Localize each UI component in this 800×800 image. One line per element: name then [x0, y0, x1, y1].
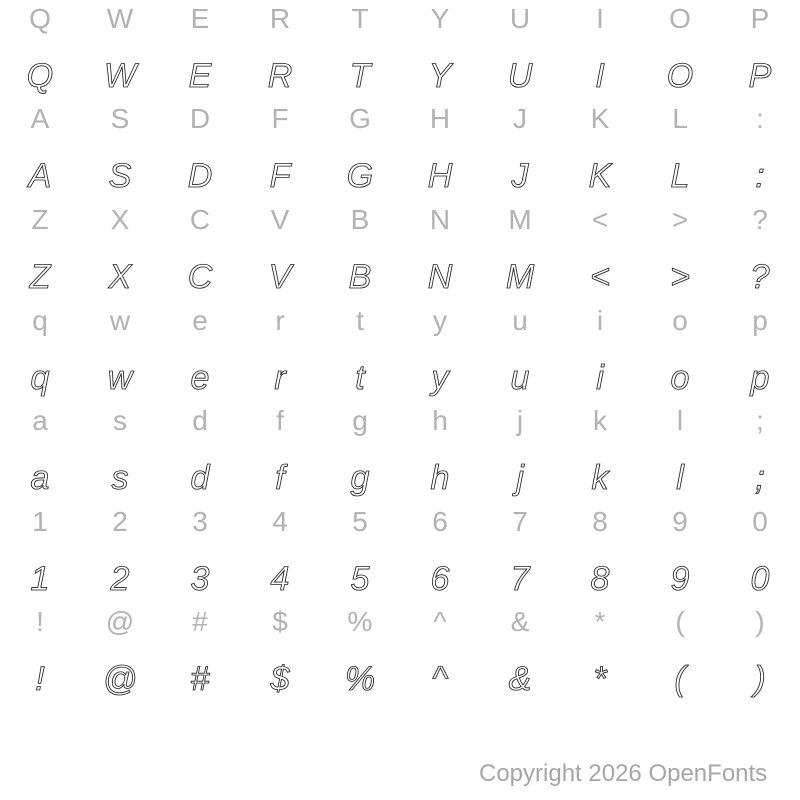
- reference-glyph: 4: [272, 506, 288, 537]
- preview-glyph: ^: [432, 660, 448, 698]
- preview-glyph: P: [748, 57, 772, 95]
- copyright-text: Copyright 2026 OpenFonts: [479, 760, 768, 787]
- preview-glyph: K: [588, 157, 612, 195]
- preview-glyph-row-uppercase-row-3: [0, 260, 800, 294]
- preview-glyph: h: [430, 459, 450, 497]
- reference-glyph: P: [750, 3, 770, 34]
- preview-glyph: *: [593, 660, 607, 698]
- preview-glyph: 9: [670, 560, 690, 598]
- reference-glyph: f: [276, 405, 284, 436]
- reference-glyph: u: [512, 305, 528, 336]
- preview-glyph: E: [188, 57, 212, 95]
- reference-glyph: 8: [592, 506, 608, 537]
- preview-glyph: D: [187, 157, 213, 195]
- reference-glyph: o: [672, 305, 688, 336]
- preview-glyph: i: [596, 359, 604, 397]
- preview-glyph: o: [670, 359, 690, 397]
- reference-glyph: 6: [432, 506, 448, 537]
- reference-glyph: (: [675, 606, 685, 637]
- reference-glyph: @: [105, 606, 135, 637]
- preview-glyph: L: [670, 157, 690, 195]
- reference-glyph: g: [352, 405, 368, 436]
- preview-glyph: >: [670, 258, 690, 296]
- reference-glyph: &: [510, 606, 530, 637]
- reference-glyph-row-symbols-row: [0, 608, 800, 636]
- reference-glyph: I: [596, 3, 604, 34]
- reference-glyph: V: [270, 204, 290, 235]
- reference-glyph: J: [513, 103, 527, 134]
- preview-glyph: Q: [26, 57, 54, 95]
- preview-glyph: k: [591, 459, 609, 497]
- preview-glyph: %: [344, 660, 376, 698]
- reference-glyph: W: [106, 3, 134, 34]
- reference-glyph: L: [672, 103, 688, 134]
- reference-glyph-row-lowercase-row-2: [0, 407, 800, 435]
- reference-glyph: R: [269, 3, 291, 34]
- reference-glyph-row-uppercase-row-3: [0, 206, 800, 234]
- reference-glyph: <: [591, 204, 609, 235]
- preview-glyph: <: [590, 258, 610, 296]
- preview-glyph: e: [190, 359, 210, 397]
- reference-glyph: S: [110, 103, 130, 134]
- reference-glyph: 5: [352, 506, 368, 537]
- reference-glyph: >: [671, 204, 689, 235]
- preview-glyph: d: [190, 459, 210, 497]
- preview-glyph: :: [755, 157, 765, 195]
- preview-glyph: u: [510, 359, 530, 397]
- reference-glyph: Y: [430, 3, 450, 34]
- preview-glyph: C: [187, 258, 213, 296]
- preview-glyph: X: [108, 258, 132, 296]
- reference-glyph-row-digits-row: [0, 508, 800, 536]
- preview-glyph: H: [427, 157, 453, 195]
- reference-glyph: q: [32, 305, 48, 336]
- preview-glyph: A: [28, 157, 52, 195]
- reference-glyph: h: [432, 405, 448, 436]
- preview-glyph: T: [349, 57, 371, 95]
- preview-glyph: j: [516, 459, 524, 497]
- preview-glyph: 2: [110, 560, 130, 598]
- reference-glyph: ;: [756, 405, 764, 436]
- reference-glyph: e: [192, 305, 208, 336]
- reference-glyph: 1: [32, 506, 48, 537]
- preview-glyph: 6: [430, 560, 450, 598]
- reference-glyph-row-lowercase-row-1: [0, 307, 800, 335]
- reference-glyph: #: [192, 606, 208, 637]
- preview-glyph: @: [102, 660, 138, 698]
- reference-glyph: D: [189, 103, 211, 134]
- reference-glyph: H: [429, 103, 451, 134]
- preview-glyph: R: [267, 57, 293, 95]
- preview-glyph: V: [268, 258, 292, 296]
- reference-glyph: Z: [31, 204, 49, 235]
- preview-glyph: 1: [30, 560, 50, 598]
- reference-glyph: 0: [752, 506, 768, 537]
- preview-glyph: l: [676, 459, 684, 497]
- reference-glyph: *: [594, 606, 606, 637]
- reference-glyph: :: [756, 103, 764, 134]
- preview-glyph: M: [505, 258, 535, 296]
- preview-glyph: #: [190, 660, 210, 698]
- preview-glyph: 5: [350, 560, 370, 598]
- reference-glyph: $: [272, 606, 288, 637]
- reference-glyph: F: [271, 103, 289, 134]
- preview-glyph: F: [269, 157, 291, 195]
- reference-glyph: s: [113, 405, 127, 436]
- reference-glyph: w: [109, 305, 131, 336]
- preview-glyph-row-lowercase-row-1: [0, 361, 800, 395]
- preview-glyph-row-symbols-row: [0, 662, 800, 696]
- reference-glyph: Q: [29, 3, 51, 34]
- reference-glyph-row-uppercase-row-2: [0, 105, 800, 133]
- preview-glyph: 0: [750, 560, 770, 598]
- preview-glyph: ?: [750, 258, 770, 296]
- reference-glyph: X: [110, 204, 130, 235]
- preview-glyph: G: [346, 157, 374, 195]
- preview-glyph: ): [754, 660, 766, 698]
- preview-glyph: (: [674, 660, 686, 698]
- reference-glyph: r: [275, 305, 285, 336]
- preview-glyph: J: [511, 157, 529, 195]
- reference-glyph: ): [755, 606, 765, 637]
- preview-glyph: $: [270, 660, 290, 698]
- preview-glyph: !: [35, 660, 45, 698]
- reference-glyph: ?: [752, 204, 768, 235]
- preview-glyph: q: [30, 359, 50, 397]
- reference-glyph: U: [509, 3, 531, 34]
- reference-glyph: G: [349, 103, 371, 134]
- reference-glyph: 7: [512, 506, 528, 537]
- reference-glyph: M: [508, 204, 532, 235]
- preview-glyph: Z: [29, 258, 51, 296]
- preview-glyph: I: [595, 57, 605, 95]
- preview-glyph: g: [350, 459, 370, 497]
- reference-glyph: C: [189, 204, 211, 235]
- reference-glyph: K: [590, 103, 610, 134]
- reference-glyph: 3: [192, 506, 208, 537]
- reference-glyph: %: [347, 606, 373, 637]
- reference-glyph: a: [32, 405, 48, 436]
- reference-glyph: A: [30, 103, 50, 134]
- preview-glyph: t: [355, 359, 365, 397]
- reference-glyph: d: [192, 405, 208, 436]
- preview-glyph: w: [107, 359, 133, 397]
- reference-glyph: i: [596, 305, 604, 336]
- preview-glyph: 4: [270, 560, 290, 598]
- reference-glyph: E: [190, 3, 210, 34]
- preview-glyph: 7: [510, 560, 530, 598]
- preview-glyph: a: [30, 459, 50, 497]
- preview-glyph: p: [750, 359, 770, 397]
- reference-glyph: 9: [672, 506, 688, 537]
- reference-glyph: l: [676, 405, 684, 436]
- reference-glyph: 2: [112, 506, 128, 537]
- preview-glyph: B: [348, 258, 372, 296]
- preview-glyph: 8: [590, 560, 610, 598]
- preview-glyph: y: [431, 359, 449, 397]
- preview-glyph: U: [507, 57, 533, 95]
- preview-glyph: s: [111, 459, 129, 497]
- preview-glyph-row-uppercase-row-1: [0, 59, 800, 93]
- reference-glyph: B: [350, 204, 370, 235]
- reference-glyph: k: [593, 405, 607, 436]
- preview-glyph: 3: [190, 560, 210, 598]
- preview-glyph: r: [274, 359, 286, 397]
- reference-glyph: T: [351, 3, 369, 34]
- preview-glyph: W: [103, 57, 137, 95]
- preview-glyph: f: [275, 459, 285, 497]
- preview-glyph-row-digits-row: [0, 562, 800, 596]
- reference-glyph: p: [752, 305, 768, 336]
- preview-glyph: Y: [428, 57, 452, 95]
- preview-glyph: N: [427, 258, 453, 296]
- reference-glyph: ^: [433, 606, 447, 637]
- preview-glyph: S: [108, 157, 132, 195]
- preview-glyph-row-lowercase-row-2: [0, 461, 800, 495]
- preview-glyph-row-uppercase-row-2: [0, 159, 800, 193]
- reference-glyph: !: [36, 606, 44, 637]
- preview-glyph: &: [508, 660, 532, 698]
- reference-glyph-row-uppercase-row-1: [0, 5, 800, 33]
- preview-glyph: ;: [755, 459, 765, 497]
- reference-glyph: O: [669, 3, 691, 34]
- preview-glyph: O: [666, 57, 694, 95]
- reference-glyph: t: [356, 305, 364, 336]
- reference-glyph: j: [516, 405, 524, 436]
- reference-glyph: N: [429, 204, 451, 235]
- reference-glyph: y: [433, 305, 447, 336]
